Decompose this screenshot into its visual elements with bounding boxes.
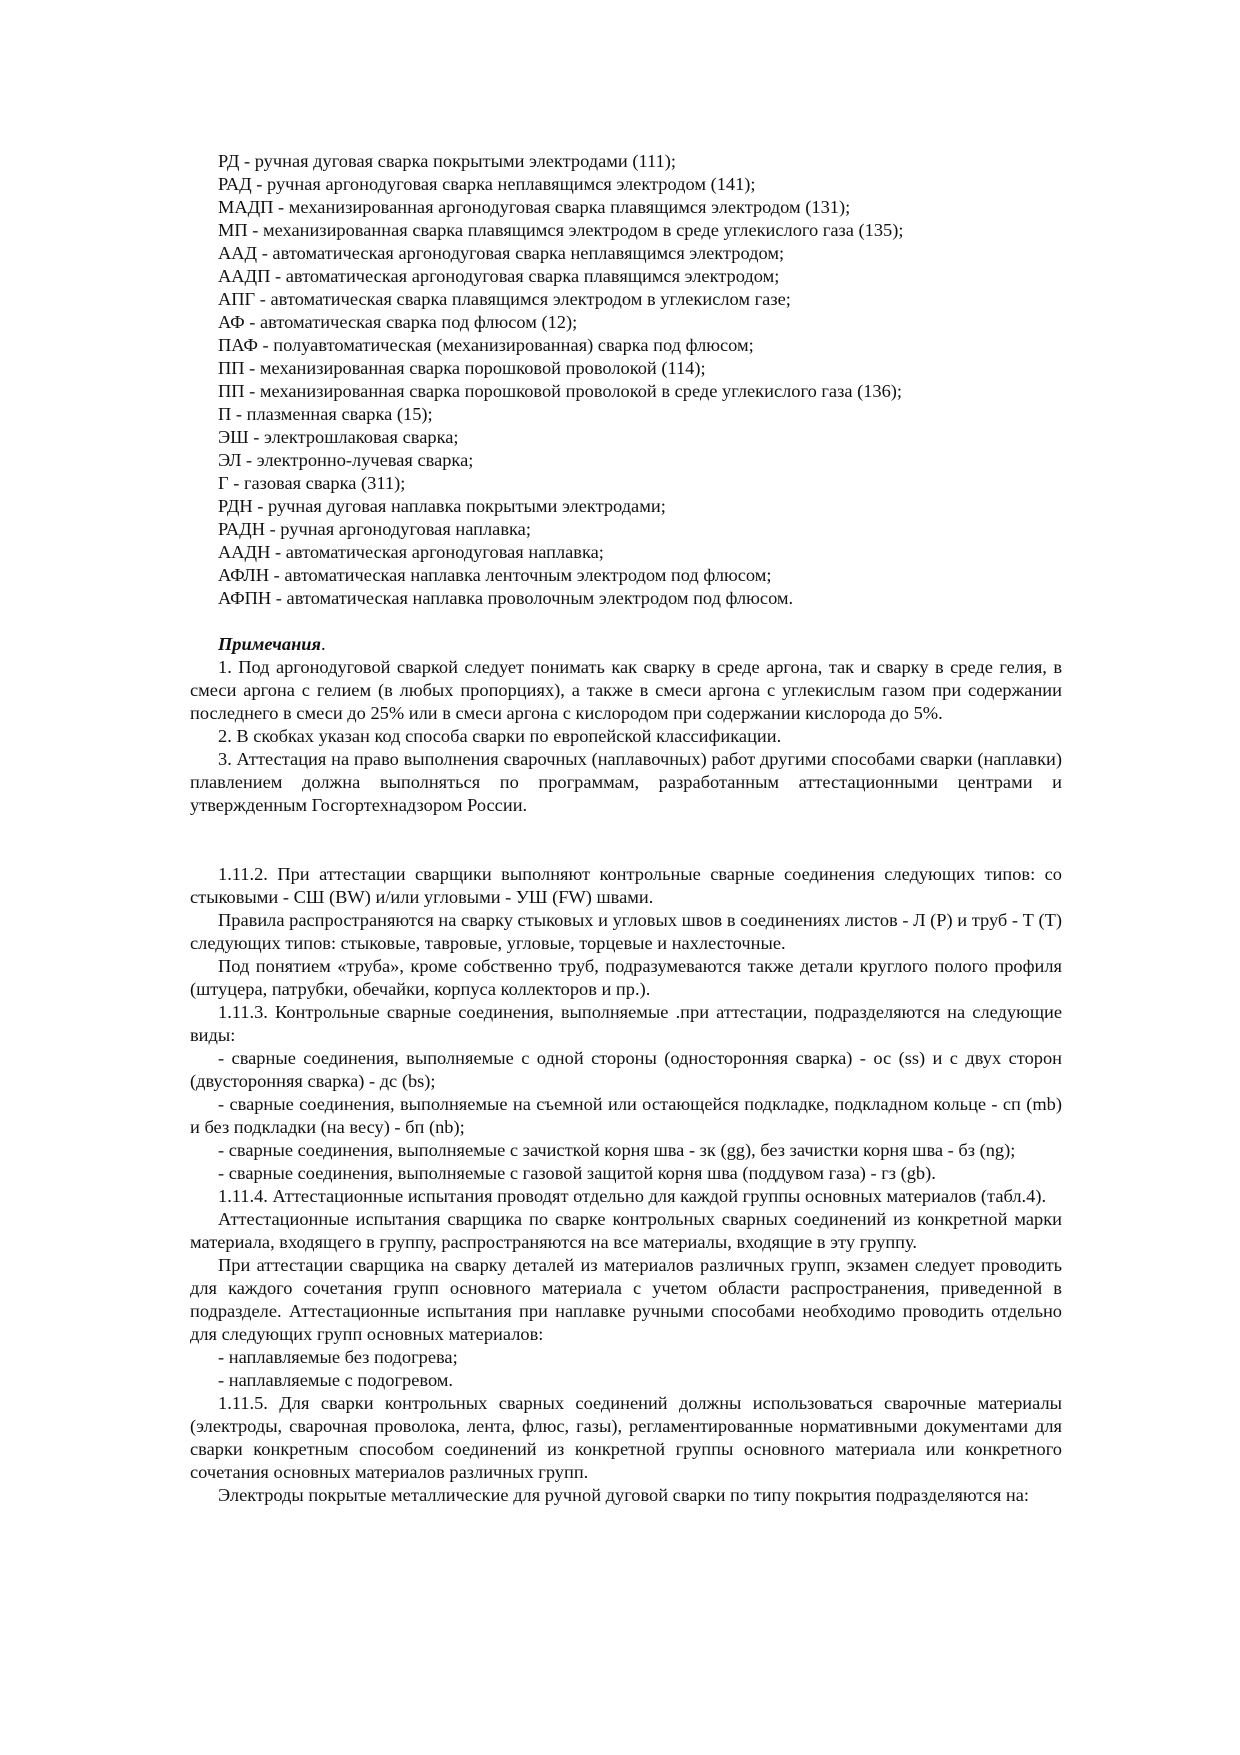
abbreviation-item: АФПН - автоматическая наплавка проволочным электродом под флюсом. [218,588,794,608]
body-list-item: - сварные соединения, выполняемые на съемной или остающейся подкладке, подкладном кольце - сп (mb) и без подкладки (на весу) - бп (nb); [190,1094,1062,1137]
abbreviation-item: АПГ - автоматическая сварка плавящимся электродом в углекислом газе; [218,289,791,309]
body-paragraph: При аттестации сварщика на сварку деталей из материалов различных групп, экзамен следует проводить для каждого сочетания групп основного материала с учетом области распространения, приведенной в подразделе. Аттестационные испытания при наплавке ручными способами необходимо проводить отдельно для следующих групп основных материалов: [190,1255,1062,1344]
body-list-item: - сварные соединения, выполняемые с газовой защитой корня шва (поддувом газа) - гз (gb). [218,1163,936,1183]
notes-section [190,633,1062,817]
spacer [190,610,1062,633]
abbreviation-item: РАД - ручная аргонодуговая сварка неплавящимся электродом (141); [218,174,756,194]
abbreviation-item: РД - ручная дуговая сварка покрытыми электродами (111); [218,151,676,171]
spacer [190,817,1062,863]
abbreviation-item: МП - механизированная сварка плавящимся электродом в среде углекислого газа (135); [218,220,904,240]
abbreviation-item: ПП - механизированная сварка порошковой проволокой в среде углекислого газа (136); [218,381,903,401]
body-list-item: - сварные соединения, выполняемые с зачисткой корня шва - зк (gg), без зачистки корня шва - бз (ng); [218,1140,1016,1160]
abbreviation-item: ЭШ - электрошлаковая сварка; [218,427,459,447]
body-paragraph: Правила распространяются на сварку стыковых и угловых швов в соединениях листов - Л (Р) и труб - Т (Т) следующих типов: стыковые, тавровые, угловые, торцевые и нахлесточные. [190,910,1062,953]
body-paragraph: Аттестационные испытания сварщика по сварке контрольных сварных соединений из конкретной марки материала, входящего в группу, распространяются на все материалы, входящие в эту группу. [190,1209,1062,1252]
abbreviation-item: П - плазменная сварка (15); [218,404,433,424]
abbreviation-item: ПП - механизированная сварка порошковой проволокой (114); [218,358,706,378]
note-item: 3. Аттестация на право выполнения сварочных (наплавочных) работ другими способами сварки (наплавки) плавлением должна выполняться по программам, разработанным аттестационными центрами и утвержденным Госгортехнадзором России. [190,749,1062,815]
body-paragraph: 1.11.2. При аттестации сварщики выполняют контрольные сварные соединения следующих типов: со стыковыми - СШ (BW) и/или угловыми - УШ (FW) швами. [190,864,1062,907]
abbreviation-item: АФЛН - автоматическая наплавка ленточным электродом под флюсом; [218,565,772,585]
body-paragraph: Под понятием «труба», кроме собственно труб, подразумеваются также детали круглого полого профиля (штуцера, патрубки, обечайки, корпуса коллекторов и пр.). [190,956,1062,999]
abbreviation-item: ААДП - автоматическая аргонодуговая сварка плавящимся электродом; [218,266,780,286]
note-item: 1. Под аргонодуговой сваркой следует понимать как сварку в среде аргона, так и сварку в среде гелия, в смеси аргона с гелием (в любых пропорциях), а также в смеси аргона с углекислым газом при содержании последнего в смеси до 25% или в смеси аргона с кислородом при содержании кислорода до 5%. [190,657,1062,723]
abbreviation-list [190,150,1062,610]
abbreviation-item: РДН - ручная дуговая наплавка покрытыми электродами; [218,496,666,516]
abbreviation-item: ААДН - автоматическая аргонодуговая наплавка; [218,542,604,562]
abbreviation-item: ЭЛ - электронно-лучевая сварка; [218,450,474,470]
body-paragraph: 1.11.5. Для сварки контрольных сварных соединений должны использоваться сварочные материалы (электроды, сварочная проволока, лента, флюс, газы), регламентированные нормативными документами для сварки конкретным способом соединений из конкретной группы основного материала или конкретного сочетания основных материалов различных групп. [190,1393,1062,1482]
abbreviation-item: АФ - автоматическая сварка под флюсом (12); [218,312,578,332]
abbreviation-item: МАДП - механизированная аргонодуговая сварка плавящимся электродом (131); [218,197,851,217]
page-content [190,150,1062,1507]
body-paragraph: 1.11.4. Аттестационные испытания проводят отдельно для каждой группы основных материалов (табл.4). [218,1186,1047,1206]
body-list-item: - наплавляемые без подогрева; [218,1347,458,1367]
body-paragraph: 1.11.3. Контрольные сварные соединения, выполняемые .при аттестации, подразделяются на следующие виды: [190,1002,1062,1045]
body-list-item: - сварные соединения, выполняемые с одной стороны (односторонняя сварка) - ос (ss) и с двух сторон (двусторонняя сварка) - дс (bs); [190,1048,1062,1091]
notes-heading [190,633,1062,656]
body-section [190,863,1062,1507]
notes-heading-text: Примечания [218,634,322,654]
note-item: 2. В скобках указан код способа сварки по европейской классификации. [218,726,782,746]
abbreviation-item: ААД - автоматическая аргонодуговая сварка неплавящимся электродом; [218,243,785,263]
body-list-item: - наплавляемые с подогревом. [218,1370,454,1390]
notes-heading-suffix: . [321,634,326,654]
abbreviation-item: ПАФ - полуавтоматическая (механизированная) сварка под флюсом; [218,335,754,355]
abbreviation-item: Г - газовая сварка (311); [218,473,406,493]
abbreviation-item: РАДН - ручная аргонодуговая наплавка; [218,519,531,539]
body-paragraph: Электроды покрытые металлические для ручной дуговой сварки по типу покрытия подразделяются на: [218,1485,1030,1505]
